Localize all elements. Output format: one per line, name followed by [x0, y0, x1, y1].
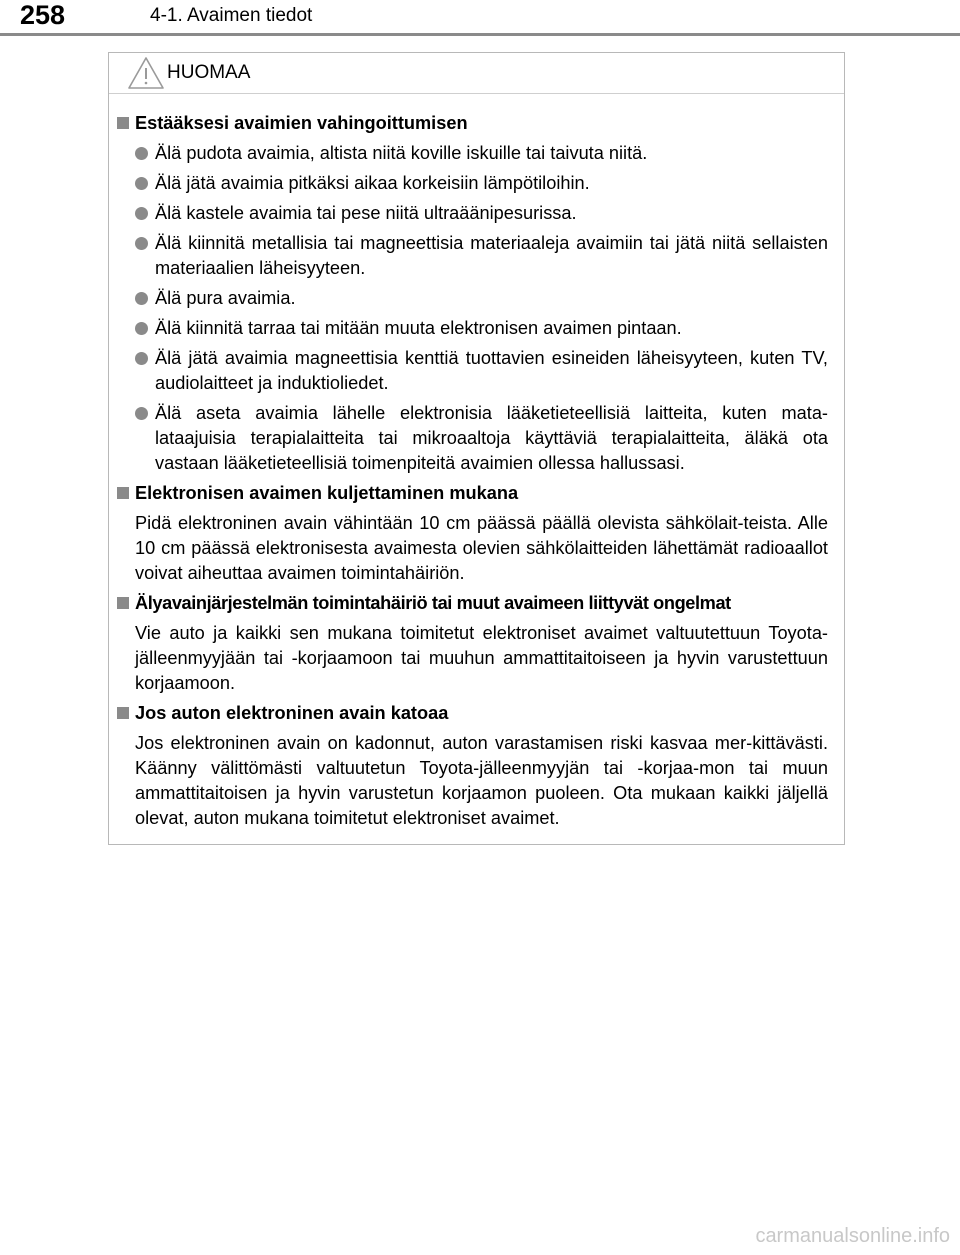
section-key-damage [113, 111, 828, 476]
section-heading: Älyavainjärjestelmän toimintahäiriö tai muut avaimeen liittyvät ongelmat [113, 591, 828, 616]
round-bullet-icon [135, 207, 148, 220]
warning-triangle-icon [127, 56, 165, 90]
square-bullet-icon [117, 597, 129, 609]
section-heading: Estääksesi avaimien vahingoittumisen [113, 111, 828, 136]
list-item: Älä jätä avaimia magneettisia kenttiä tuottavien esineiden läheisyyteen, kuten TV, audiolaitteet ja induktioliedet. [113, 346, 828, 396]
round-bullet-icon [135, 352, 148, 365]
round-bullet-icon [135, 322, 148, 335]
section-key-lost [113, 701, 828, 831]
notice-content [109, 111, 844, 836]
notice-header [109, 53, 844, 94]
section-title: 4-1. Avaimen tiedot [150, 5, 313, 26]
watermark: carmanualsonline.info [755, 1225, 950, 1247]
list-item: Älä pura avaimia. [113, 286, 828, 311]
section-smart-key-malfunction [113, 591, 828, 696]
section-paragraph: Jos elektroninen avain on kadonnut, auton varastamisen riski kasvaa mer-kittävästi. Käänny välittömästi valtuutetun Toyota-jälleenmyyjän tai -korjaa-mon tai muun ammattitaitoisen ja hyvin varustetun korjaamon puoleen. Ota mukaan kaikki jäljellä olevat, auton mukana toimitetut elektroniset avaimet. [135, 733, 828, 828]
round-bullet-icon [135, 292, 148, 305]
round-bullet-icon [135, 407, 148, 420]
list-item: Älä jätä avaimia pitkäksi aikaa korkeisiin lämpötiloihin. [113, 171, 828, 196]
page-number: 258 [20, 0, 66, 30]
square-bullet-icon [117, 707, 129, 719]
section-paragraph: Pidä elektroninen avain vähintään 10 cm päässä päällä olevista sähkölait-teista. Alle 10 cm päässä elektronisesta avaimesta olevien sähkölaitteiden lähettämät radioaallot voivat aiheuttaa avaimen toimintahäiriön. [135, 513, 828, 583]
list-item: Älä kiinnitä tarraa tai mitään muuta elektronisen avaimen pintaan. [113, 316, 828, 341]
list-item: Älä aseta avaimia lähelle elektronisia lääketieteellisiä laitteita, kuten mata-lataajuisia terapialaitteita tai mikroaaltoja käyttäviä terapialaitteita, äläkä ota vastaan lääketieteellisiä toimenpiteitä avaimien ollessa hallussasi. [113, 401, 828, 476]
notice-box [108, 52, 845, 845]
square-bullet-icon [117, 117, 129, 129]
section-paragraph: Vie auto ja kaikki sen mukana toimitetut elektroniset avaimet valtuutettuun Toyota-jälleenmyyjään tai -korjaamoon tai muuhun ammattitaitoiseen ja hyvin varustettuun korjaamoon. [135, 623, 828, 693]
notice-label: HUOMAA [167, 62, 251, 83]
list-item: Älä pudota avaimia, altista niitä koville iskuille tai taivuta niitä. [113, 141, 828, 166]
page-header [0, 0, 960, 38]
list-item: Älä kiinnitä metallisia tai magneettisia materiaaleja avaimiin tai jätä niitä sellaisten materiaalien läheisyyteen. [113, 231, 828, 281]
square-bullet-icon [117, 487, 129, 499]
round-bullet-icon [135, 237, 148, 250]
header-rule [0, 33, 960, 36]
section-carrying-key [113, 481, 828, 586]
section-heading: Elektronisen avaimen kuljettaminen mukana [113, 481, 828, 506]
round-bullet-icon [135, 147, 148, 160]
section-heading: Jos auton elektroninen avain katoaa [113, 701, 828, 726]
round-bullet-icon [135, 177, 148, 190]
list-item: Älä kastele avaimia tai pese niitä ultraäänipesurissa. [113, 201, 828, 226]
